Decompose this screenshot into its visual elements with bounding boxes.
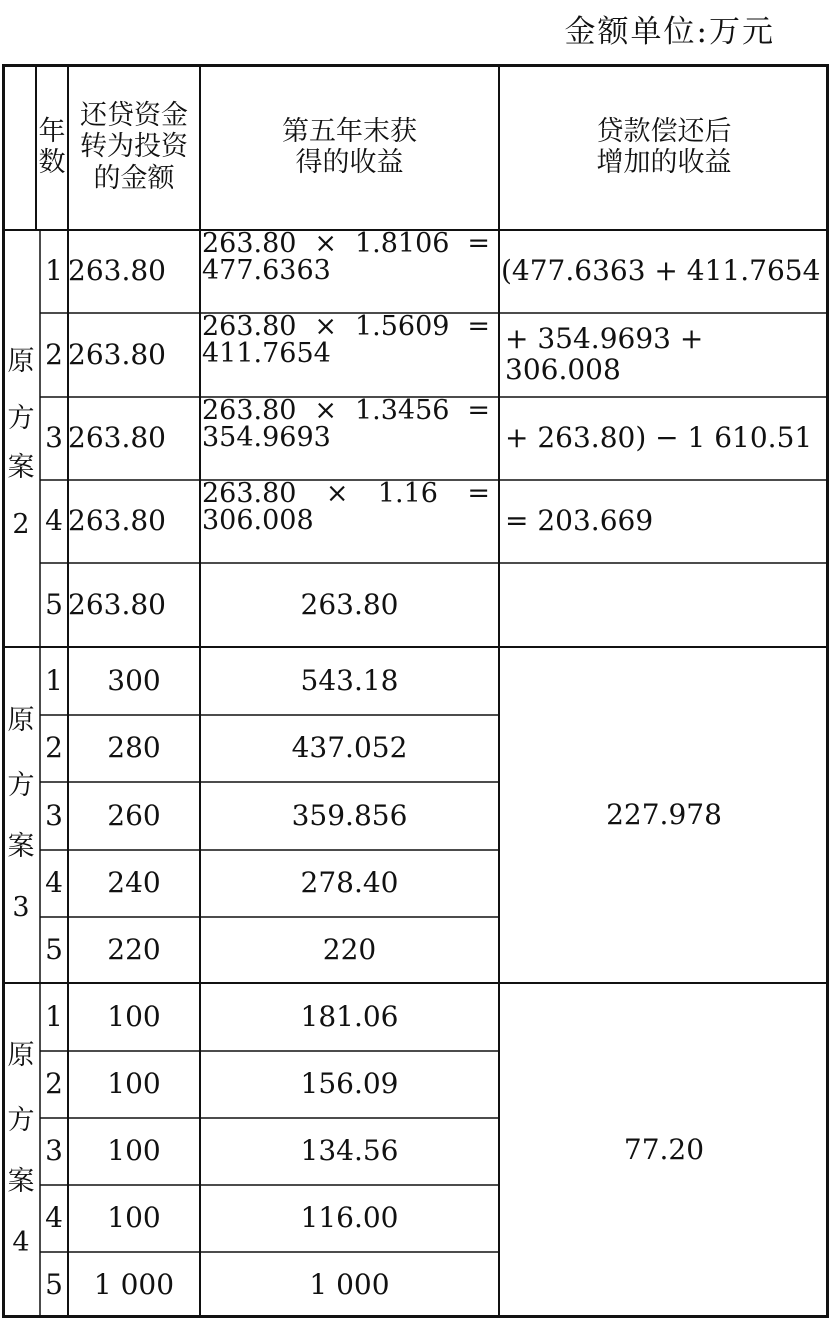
row-income: 437.052 [291, 731, 408, 765]
row-increase: + 354.9693 + 306.008 [505, 322, 704, 386]
expr-result: 354.9693 [202, 422, 331, 453]
row-amount: 263.80 [68, 254, 166, 288]
row-income: 1 000 [309, 1267, 390, 1301]
header-year [36, 64, 68, 230]
expr-op: × [314, 228, 338, 259]
header-income5-line-2: 得的收益 [295, 147, 404, 178]
group-label-char: 案 [7, 452, 35, 483]
row-year: 3 [45, 421, 63, 455]
group-increase-plan4: 77.20 [623, 1133, 705, 1167]
row-year: 2 [45, 731, 63, 765]
group-label-char: 4 [12, 1227, 30, 1259]
expr-result: 477.6363 [202, 255, 331, 286]
row-income: 181.06 [300, 999, 399, 1033]
group-label-plan4 [2, 999, 40, 1299]
group-label-char: 方 [7, 1104, 35, 1136]
header-income5 [200, 64, 499, 230]
row-increase [499, 563, 829, 647]
group-label-plan3 [2, 664, 40, 964]
row-year: 4 [45, 866, 63, 900]
expr-eq: = [467, 228, 490, 259]
row-increase: (477.6363 + 411.7654 [501, 254, 821, 288]
row-amount: 1 000 [93, 1267, 175, 1301]
row-amount: 100 [107, 1067, 161, 1101]
expr-a: 263.80 [202, 395, 297, 426]
row-year: 5 [45, 932, 63, 966]
row-income-expression [202, 480, 497, 563]
row-income: 359.856 [291, 798, 408, 832]
row-year: 1 [45, 999, 63, 1033]
group-label-char: 2 [12, 509, 30, 541]
group-label-char: 方 [7, 402, 35, 434]
header-increase-line-1: 贷款偿还后 [596, 115, 732, 147]
row-amount: 100 [107, 999, 161, 1033]
row-year: 5 [45, 587, 63, 621]
expr-eq: = [467, 478, 490, 509]
row-income: 543.18 [300, 663, 399, 697]
row-amount: 220 [107, 932, 161, 966]
data-table [2, 64, 829, 1318]
row-increase: + 263.80) − 1 610.51 [505, 421, 813, 455]
row-amount: 100 [107, 1134, 161, 1168]
row-year: 4 [45, 504, 63, 538]
expr-eq: = [467, 395, 490, 426]
row-amount: 263.80 [68, 504, 166, 538]
expr-b: 1.3456 [354, 395, 450, 426]
row-income-expression [202, 313, 497, 397]
row-amount: 300 [107, 663, 161, 697]
expr-result: 306.008 [202, 505, 314, 536]
group-label-char: 原 [7, 704, 35, 736]
header-income5-line-1: 第五年末获 [282, 115, 417, 147]
row-year: 1 [45, 254, 63, 288]
row-year: 5 [45, 1267, 63, 1301]
row-income: 278.40 [300, 866, 399, 900]
header-amount-line-3: 的金额 [93, 162, 175, 194]
header-increase-line-2: 增加的收益 [596, 147, 732, 178]
group-label-char: 案 [7, 831, 35, 862]
expr-eq: = [467, 311, 490, 342]
expr-b: 1.16 [377, 478, 438, 509]
expr-a: 263.80 [202, 228, 297, 259]
row-year: 2 [45, 1067, 63, 1101]
row-income: 134.56 [300, 1134, 399, 1168]
group-label-char: 原 [7, 345, 35, 377]
row-increase: = 203.669 [505, 504, 654, 538]
expr-result: 411.7654 [202, 338, 331, 369]
row-amount: 263.80 [68, 421, 166, 455]
row-amount: 100 [107, 1201, 161, 1235]
row-income: 263.80 [300, 587, 399, 621]
row-year: 3 [45, 1134, 63, 1168]
expr-a: 263.80 [202, 311, 297, 342]
expr-a: 263.80 [202, 478, 297, 509]
group-increase-plan3: 227.978 [606, 797, 722, 831]
group-label-plan2 [2, 312, 40, 574]
expr-b: 1.8106 [354, 228, 450, 259]
header-year-line-1: 年 [38, 115, 66, 147]
expr-b: 1.5609 [354, 311, 450, 342]
row-amount: 280 [107, 731, 161, 765]
row-income-expression [202, 397, 497, 480]
row-income: 116.00 [300, 1201, 399, 1235]
group-label-char: 方 [7, 769, 35, 801]
header-year-line-2: 数 [38, 147, 66, 178]
expr-op: × [314, 395, 338, 426]
row-year: 1 [45, 663, 63, 697]
row-income: 156.09 [300, 1067, 399, 1101]
row-amount: 263.80 [68, 587, 166, 621]
row-year: 4 [45, 1201, 63, 1235]
unit-label: 金额单位:万元 [564, 14, 775, 50]
row-amount: 240 [107, 866, 161, 900]
row-income-expression [202, 230, 497, 313]
row-amount: 263.80 [68, 337, 166, 371]
expr-op: × [314, 311, 338, 342]
group-label-char: 案 [7, 1166, 35, 1197]
group-label-char: 3 [12, 892, 30, 924]
group-label-char: 原 [7, 1039, 35, 1071]
row-year: 3 [45, 798, 63, 832]
row-amount: 260 [107, 798, 161, 832]
row-income: 220 [322, 932, 377, 966]
header-increase [499, 64, 829, 230]
header-amount [68, 64, 200, 230]
header-amount-line-2: 转为投资 [80, 131, 188, 163]
row-year: 2 [45, 337, 63, 371]
expr-op: × [325, 478, 349, 509]
header-amount-line-1: 还贷资金 [80, 100, 188, 132]
